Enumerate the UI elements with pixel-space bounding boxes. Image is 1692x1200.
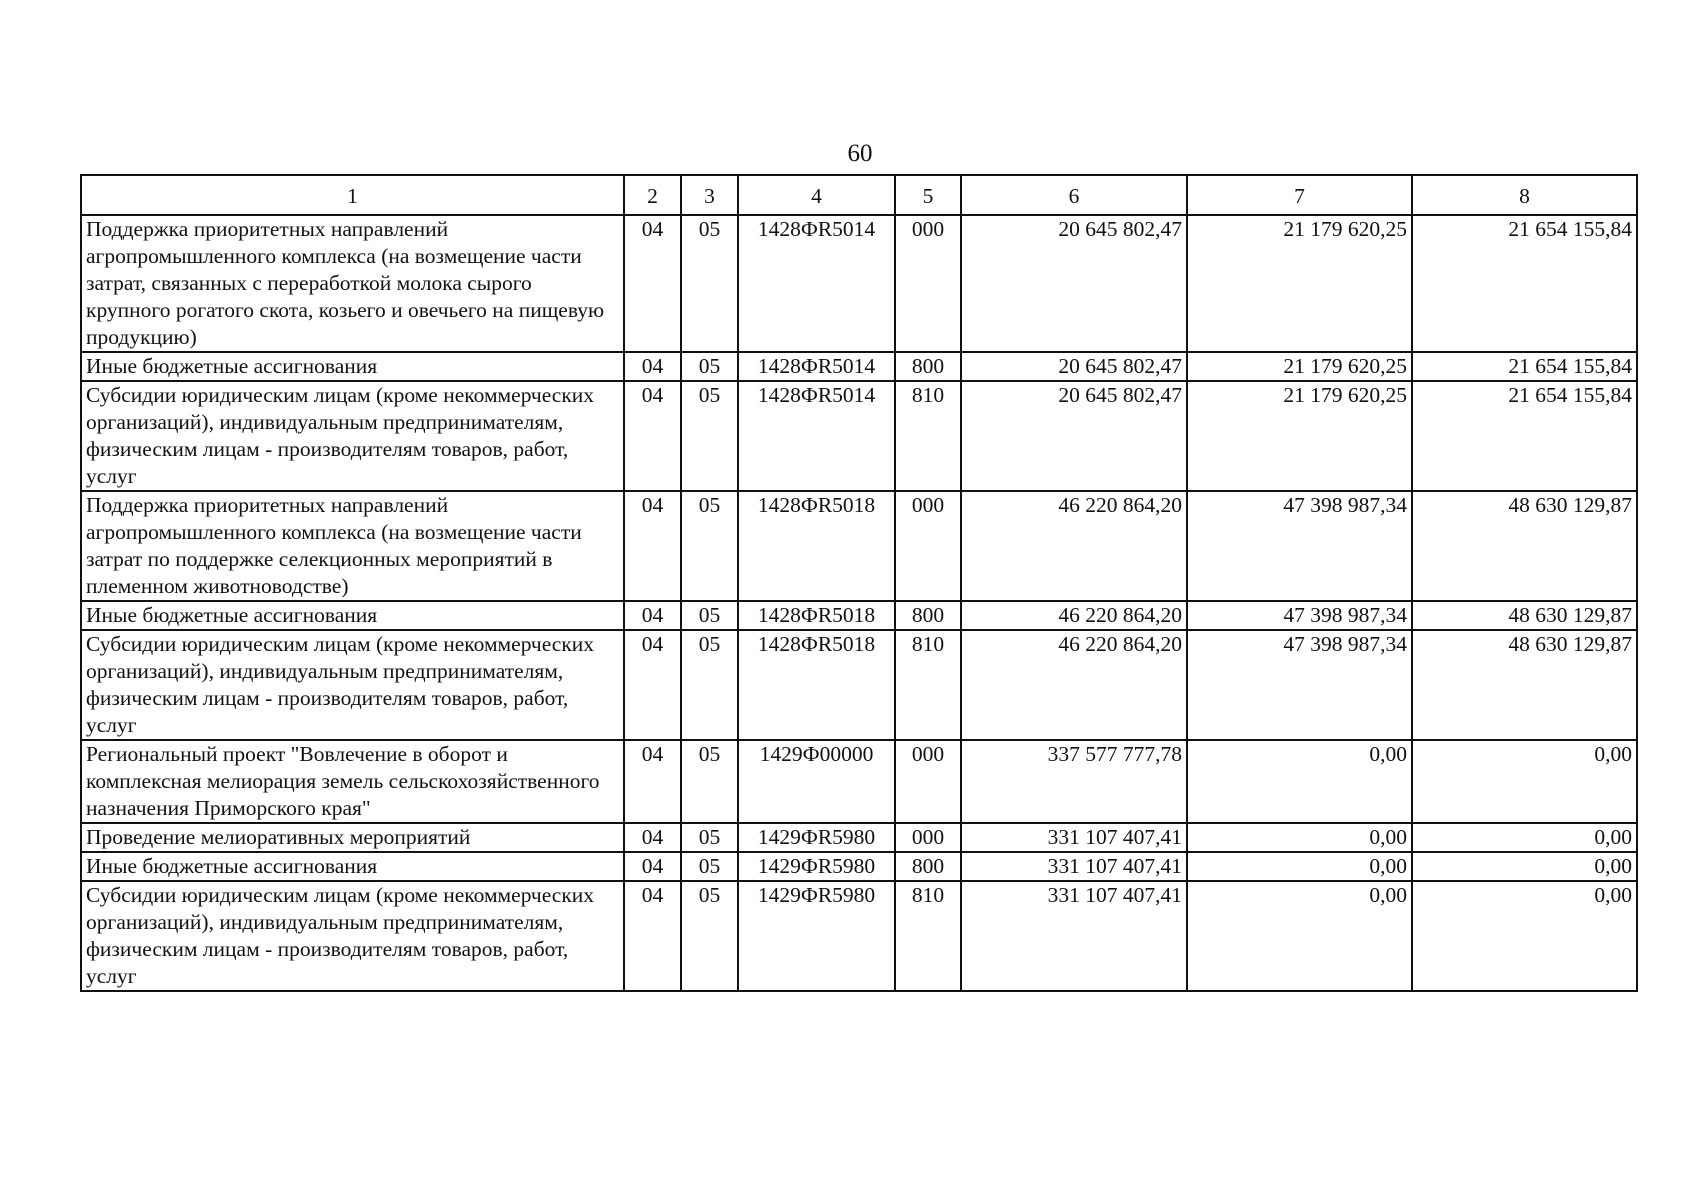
subsection-code: 05	[681, 601, 738, 630]
amount-col8: 0,00	[1412, 740, 1637, 823]
section-code: 04	[624, 881, 681, 991]
subsection-code: 05	[681, 630, 738, 740]
expense-type-code: 810	[895, 630, 961, 740]
amount-col6: 331 107 407,41	[961, 823, 1187, 852]
column-header-6: 6	[961, 175, 1187, 215]
amount-col7: 0,00	[1187, 740, 1412, 823]
amount-col8: 48 630 129,87	[1412, 630, 1637, 740]
section-code: 04	[624, 740, 681, 823]
row-name: Иные бюджетные ассигнования	[81, 601, 624, 630]
section-code: 04	[624, 215, 681, 352]
amount-col7: 47 398 987,34	[1187, 601, 1412, 630]
expense-type-code: 800	[895, 852, 961, 881]
target-article-code: 1428ФR5018	[738, 630, 895, 740]
amount-col8: 0,00	[1412, 823, 1637, 852]
amount-col7: 21 179 620,25	[1187, 381, 1412, 491]
section-code: 04	[624, 601, 681, 630]
section-code: 04	[624, 630, 681, 740]
target-article-code: 1428ФR5014	[738, 352, 895, 381]
amount-col6: 337 577 777,78	[961, 740, 1187, 823]
section-code: 04	[624, 352, 681, 381]
amount-col7: 21 179 620,25	[1187, 215, 1412, 352]
expense-type-code: 000	[895, 491, 961, 601]
amount-col7: 0,00	[1187, 881, 1412, 991]
row-name: Субсидии юридическим лицам (кроме некоммерческих организаций), индивидуальным предпринимателям, физическим лицам - производителям товаров, работ, услуг	[81, 381, 624, 491]
amount-col7: 47 398 987,34	[1187, 630, 1412, 740]
column-header-4: 4	[738, 175, 895, 215]
amount-col8: 0,00	[1412, 881, 1637, 991]
subsection-code: 05	[681, 491, 738, 601]
subsection-code: 05	[681, 823, 738, 852]
table-row	[81, 823, 1637, 852]
amount-col8: 21 654 155,84	[1412, 352, 1637, 381]
row-name: Иные бюджетные ассигнования	[81, 352, 624, 381]
target-article-code: 1429Ф00000	[738, 740, 895, 823]
row-name: Поддержка приоритетных направлений агропромышленного комплекса (на возмещение части затрат по поддержке селекционных мероприятий в племенном животноводстве)	[81, 491, 624, 601]
table-row	[81, 352, 1637, 381]
section-code: 04	[624, 381, 681, 491]
amount-col6: 46 220 864,20	[961, 630, 1187, 740]
table-row	[81, 630, 1637, 740]
subsection-code: 05	[681, 381, 738, 491]
target-article-code: 1428ФR5018	[738, 491, 895, 601]
amount-col7: 21 179 620,25	[1187, 352, 1412, 381]
expense-type-code: 000	[895, 215, 961, 352]
subsection-code: 05	[681, 740, 738, 823]
amount-col8: 21 654 155,84	[1412, 215, 1637, 352]
table-row	[81, 601, 1637, 630]
target-article-code: 1428ФR5014	[738, 381, 895, 491]
budget-table	[80, 174, 1638, 992]
expense-type-code: 000	[895, 823, 961, 852]
row-name: Поддержка приоритетных направлений агропромышленного комплекса (на возмещение части затрат, связанных с переработкой молока сырого крупного рогатого скота, козьего и овечьего на пищевую продукцию)	[81, 215, 624, 352]
amount-col6: 331 107 407,41	[961, 881, 1187, 991]
target-article-code: 1429ФR5980	[738, 823, 895, 852]
table-row	[81, 381, 1637, 491]
amount-col8: 48 630 129,87	[1412, 601, 1637, 630]
expense-type-code: 000	[895, 740, 961, 823]
target-article-code: 1429ФR5980	[738, 881, 895, 991]
page-number: 60	[847, 140, 873, 167]
amount-col6: 20 645 802,47	[961, 352, 1187, 381]
section-code: 04	[624, 852, 681, 881]
section-code: 04	[624, 823, 681, 852]
subsection-code: 05	[681, 881, 738, 991]
amount-col6: 20 645 802,47	[961, 381, 1187, 491]
subsection-code: 05	[681, 852, 738, 881]
column-header-8: 8	[1412, 175, 1637, 215]
column-header-2: 2	[624, 175, 681, 215]
row-name: Региональный проект "Вовлечение в оборот и комплексная мелиорация земель сельскохозяйственного назначения Приморского края"	[81, 740, 624, 823]
table-row	[81, 491, 1637, 601]
expense-type-code: 810	[895, 881, 961, 991]
amount-col6: 331 107 407,41	[961, 852, 1187, 881]
table-row	[81, 881, 1637, 991]
amount-col7: 47 398 987,34	[1187, 491, 1412, 601]
column-header-3: 3	[681, 175, 738, 215]
column-header-7: 7	[1187, 175, 1412, 215]
column-header-5: 5	[895, 175, 961, 215]
expense-type-code: 810	[895, 381, 961, 491]
row-name: Иные бюджетные ассигнования	[81, 852, 624, 881]
table-row	[81, 740, 1637, 823]
table-row	[81, 852, 1637, 881]
header-row	[81, 175, 1637, 215]
expense-type-code: 800	[895, 601, 961, 630]
amount-col7: 0,00	[1187, 852, 1412, 881]
amount-col8: 21 654 155,84	[1412, 381, 1637, 491]
expense-type-code: 800	[895, 352, 961, 381]
target-article-code: 1428ФR5014	[738, 215, 895, 352]
section-code: 04	[624, 491, 681, 601]
row-name: Субсидии юридическим лицам (кроме некоммерческих организаций), индивидуальным предпринимателям, физическим лицам - производителям товаров, работ, услуг	[81, 630, 624, 740]
amount-col7: 0,00	[1187, 823, 1412, 852]
amount-col6: 46 220 864,20	[961, 601, 1187, 630]
row-name: Проведение мелиоративных мероприятий	[81, 823, 624, 852]
target-article-code: 1428ФR5018	[738, 601, 895, 630]
amount-col8: 48 630 129,87	[1412, 491, 1637, 601]
table-row	[81, 215, 1637, 352]
subsection-code: 05	[681, 215, 738, 352]
amount-col6: 46 220 864,20	[961, 491, 1187, 601]
row-name: Субсидии юридическим лицам (кроме некоммерческих организаций), индивидуальным предпринимателям, физическим лицам - производителям товаров, работ, услуг	[81, 881, 624, 991]
subsection-code: 05	[681, 352, 738, 381]
amount-col6: 20 645 802,47	[961, 215, 1187, 352]
target-article-code: 1429ФR5980	[738, 852, 895, 881]
column-header-1: 1	[81, 175, 624, 215]
amount-col8: 0,00	[1412, 852, 1637, 881]
